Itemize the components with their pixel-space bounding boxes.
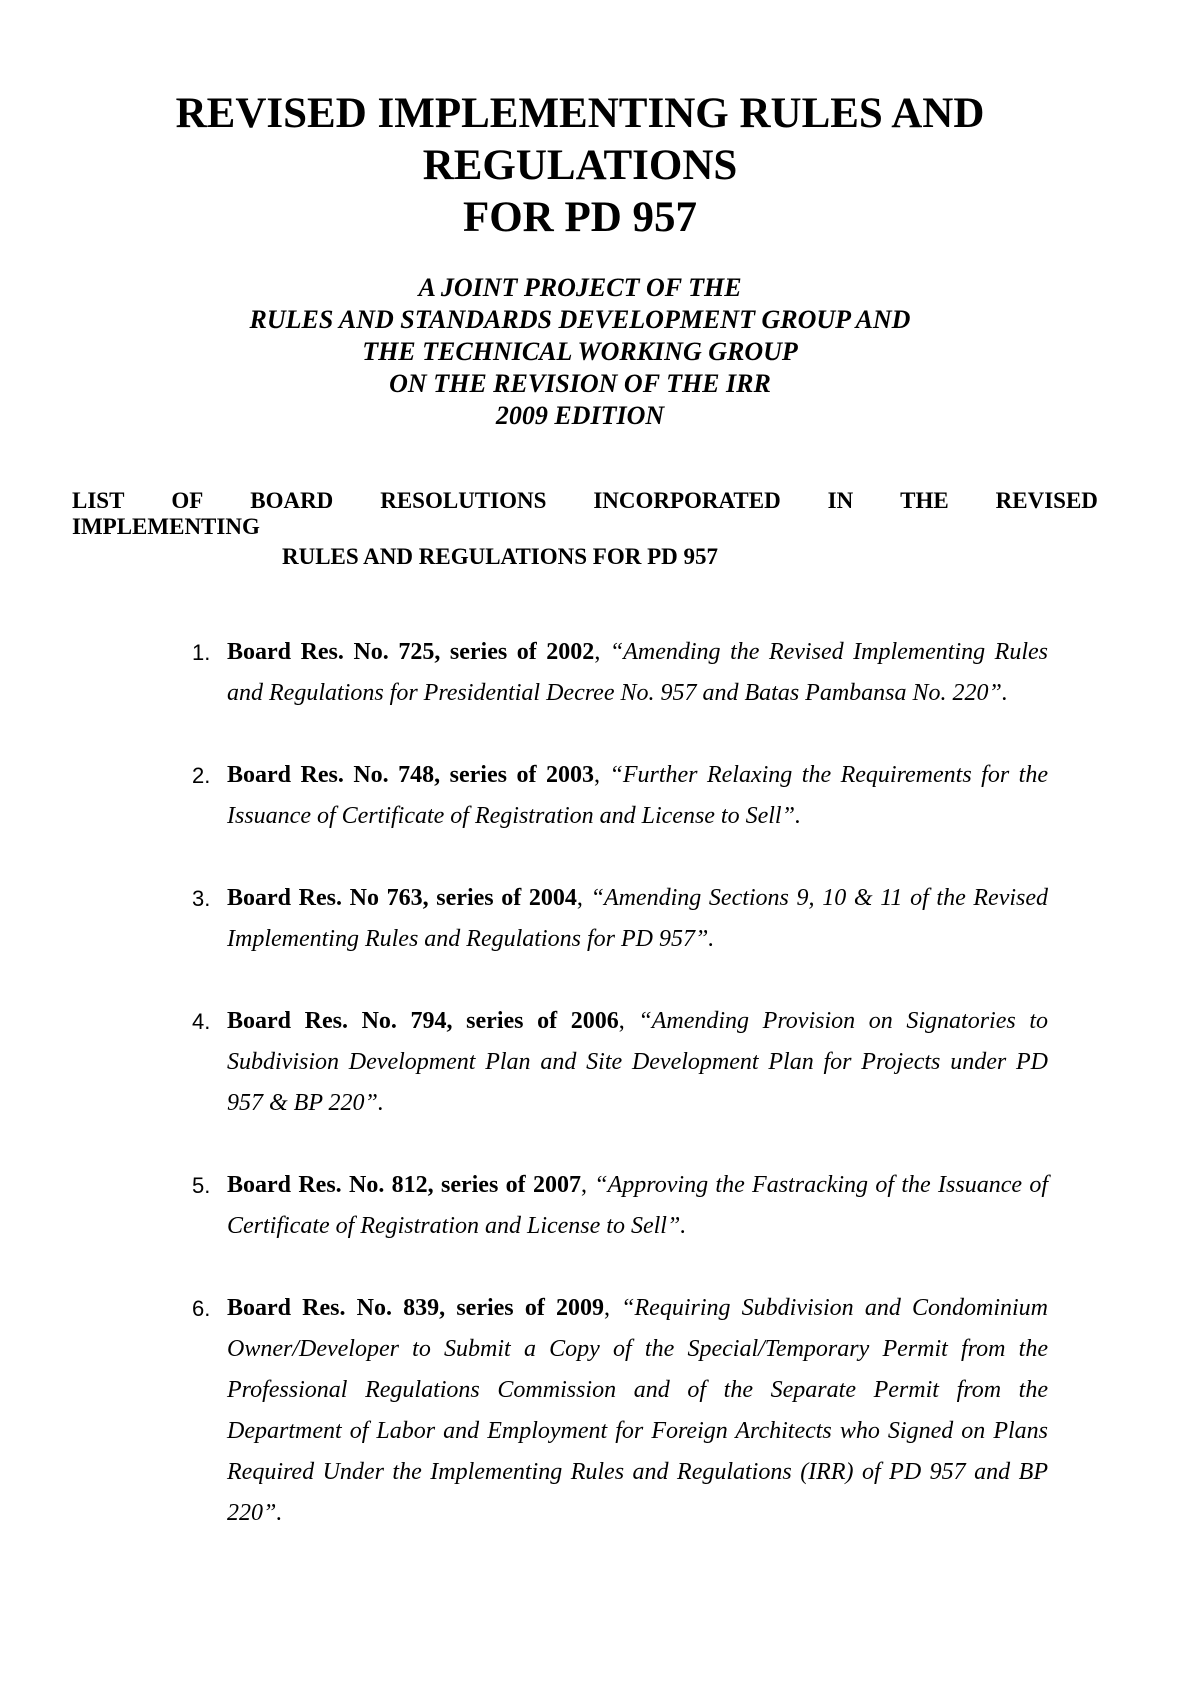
resolution-separator: , — [576, 885, 591, 911]
list-item-number: 5. — [192, 1173, 211, 1198]
list-item — [180, 1165, 1048, 1247]
list-item-number: 4. — [192, 1009, 211, 1034]
heading-word: THE — [900, 488, 949, 513]
title-line: FOR PD 957 — [462, 194, 698, 241]
resolution-separator: , — [594, 639, 610, 665]
resolution-title: “Amending the Revised Implementing Rules and Regulations for Presidential Decree No. 957 and Batas Pambansa No. 220”. — [227, 639, 1048, 706]
resolution-reference: Board Res. No. 812, series of 2007 — [227, 1172, 581, 1198]
list-item-number: 3. — [192, 886, 211, 911]
resolution-reference: Board Res. No. 725, series of 2002 — [227, 639, 595, 665]
resolution-title: “Amending Provision on Signatories to Subdivision Development Plan and Site Development Plan for Projects under PD 957 & BP 220”. — [227, 1008, 1049, 1116]
list-item — [180, 878, 1048, 960]
list-item — [180, 1288, 1048, 1534]
subtitle-line: RULES AND STANDARDS DEVELOPMENT GROUP AND — [249, 305, 911, 334]
resolution-title: “Amending Sections 9, 10 & 11 of the Revised Implementing Rules and Regulations for PD 957”. — [227, 885, 1049, 952]
heading-word: REVISED — [995, 488, 1098, 513]
subtitle-line: THE TECHNICAL WORKING GROUP — [362, 337, 798, 366]
heading-word: RESOLUTIONS — [380, 488, 547, 513]
document-title — [60, 88, 1100, 244]
list-heading-line-2: IMPLEMENTING — [72, 514, 260, 539]
resolution-separator: , — [618, 1008, 639, 1034]
list-item-number: 1. — [192, 640, 211, 665]
list-heading-line-3: RULES AND REGULATIONS FOR PD 957 — [282, 544, 718, 569]
list-item-number: 2. — [192, 763, 211, 788]
title-line: REGULATIONS — [422, 142, 738, 189]
subtitle-line: A JOINT PROJECT OF THE — [418, 273, 742, 302]
resolution-reference: Board Res. No. 794, series of 2006 — [227, 1008, 619, 1034]
resolution-separator: , — [580, 1172, 595, 1198]
list-item — [180, 755, 1048, 837]
document-subtitle — [80, 272, 1080, 432]
heading-word: LIST — [72, 488, 125, 513]
resolution-reference: Board Res. No. 748, series of 2003 — [227, 762, 594, 788]
list-item — [180, 1001, 1048, 1124]
heading-word: BOARD — [250, 488, 334, 513]
resolution-title: “Approving the Fastracking of the Issuance of Certificate of Registration and License to Sell”. — [227, 1172, 1048, 1239]
title-line: REVISED IMPLEMENTING RULES AND — [175, 90, 985, 137]
resolution-title: “Requiring Subdivision and Condominium Owner/Developer to Submit a Copy of the Special/Temporary Permit from the Professional Regulations Commission and of the Separate Permit from the Department of Labor and Employment for Foreign Architects who Signed on Plans Required Under the Implementing Rules and Regulations (IRR) of PD 957 and BP 220”. — [227, 1295, 1049, 1526]
list-heading — [72, 488, 1098, 570]
resolutions-list — [180, 632, 1048, 1575]
resolution-title: “Further Relaxing the Requirements for the Issuance of Certificate of Registration and License to Sell”. — [227, 762, 1048, 829]
resolution-reference: Board Res. No. 839, series of 2009 — [227, 1295, 604, 1321]
heading-word: OF — [171, 488, 204, 513]
list-item-number: 6. — [192, 1296, 211, 1321]
subtitle-line: 2009 EDITION — [495, 401, 665, 430]
heading-word: IN — [827, 488, 854, 513]
list-item — [180, 632, 1048, 714]
resolution-reference: Board Res. No 763, series of 2004 — [227, 885, 577, 911]
subtitle-line: ON THE REVISION OF THE IRR — [389, 369, 771, 398]
resolution-separator: , — [603, 1295, 622, 1321]
resolution-separator: , — [593, 762, 610, 788]
list-heading-line-1 — [72, 488, 1098, 514]
heading-word: INCORPORATED — [593, 488, 781, 513]
